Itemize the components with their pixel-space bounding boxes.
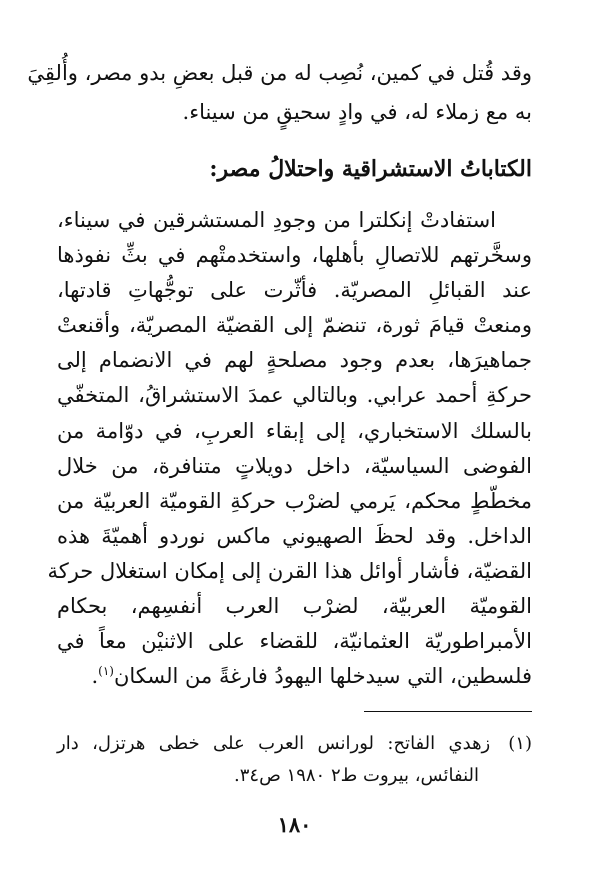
paragraph-line: عند القبائلِ المصريّة. فأثّرت على توجُّهاتِ قادتها، — [57, 278, 532, 302]
footnote-line-1 — [57, 731, 532, 757]
footnote-text-1: زهدي الفاتح: لورانس العرب على خطى هرتزل، دار — [57, 733, 491, 754]
footnote-separator — [364, 711, 532, 712]
paragraph-line: حركةِ أحمد عرابي. وبالتالي عمدَ الاستشراقُ، المتخفّي — [57, 383, 532, 407]
paragraph-line: القوميّة العربيّة، لضرْب العرب أنفسِهم، بحكام — [57, 594, 532, 618]
paragraph-last-line-text: فلسطين، التي سيدخلها اليهودُ فارغةً من السكان — [113, 664, 532, 688]
paragraph-line: وسخَّرتهم للاتصالِ بأهلها، واستخدمتْهم في بثِّ نفوذها — [57, 243, 532, 267]
paragraph-line: الأمبراطوريّة العثمانيّة، للقضاء على الاثنيْن معاً في — [57, 629, 532, 653]
opening-line-2: به مع زملاء له، في وادٍ سحيقٍ من سيناء. — [182, 100, 532, 124]
paragraph-line: الفوضى السياسيّة، داخل دويلاتٍ متنافرة، من خلال — [57, 454, 532, 478]
footnote-line-2: النفائس، بيروت ط٢ ١٩٨٠ ص٣٤. — [233, 765, 479, 786]
footnote-reference[interactable]: (١) — [98, 664, 114, 678]
paragraph-line: القضيّة، فأشار أوائل هذا القرن إلى إمكان استغلال حركة — [47, 559, 532, 583]
section-heading: الكتاباتُ الاستشراقية واحتلالُ مصر: — [209, 156, 532, 182]
footnote-number: (١) — [508, 733, 532, 754]
paragraph-end-mark: . — [91, 664, 99, 688]
paragraph-last-line — [91, 661, 532, 691]
paragraph-line: مخطّطٍ محكم، يَرمي لضرْب حركةِ القوميّة العربيّة من — [57, 489, 532, 513]
page-number: ١٨٠ — [277, 812, 312, 837]
opening-line-1: وقد قُتل في كمين، نُصِب له من قبل بعضِ بدو مصر، وأُلقِيَ — [27, 61, 532, 85]
paragraph-line: ومنعتْ قيامَ ثورة، تنضمّ إلى القضيّة المصريّة، وأقنعتْ — [57, 313, 532, 337]
paragraph-line: الداخل. وقد لحظَ الصهيوني ماكس نوردو أهميّةَ هذه — [57, 524, 532, 548]
paragraph-line: جماهيرَها، بعدم وجود مصلحةٍ لهم في الانضمام إلى — [57, 348, 532, 372]
paragraph-line: بالسلك الاستخباري، إلى إبقاء العربِ، في دوّامة من — [57, 419, 532, 443]
paragraph-line: استفادتْ إنكلترا من وجودِ المستشرقين في سيناء، — [57, 208, 496, 232]
